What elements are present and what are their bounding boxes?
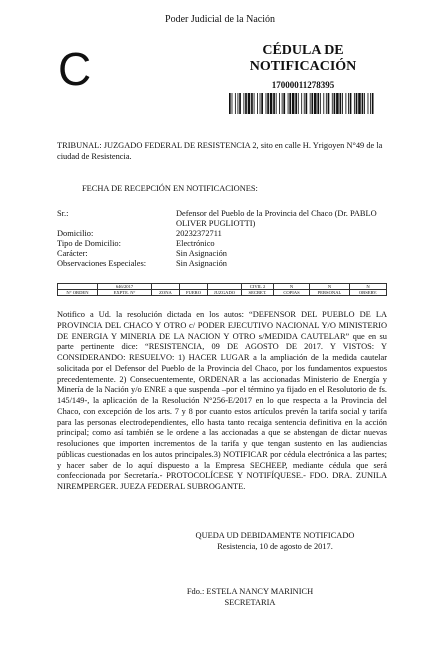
table-header: EXPTE. N°: [98, 290, 152, 296]
resolution-body-text: Notifico a Ud. la resolución dictada en los autos: “DEFENSOR DEL PUEBLO DE LA PROVINCIA DEL CHACO Y OTRO c/ PODER EJECUTIVO NACIONAL Y/O MINISTERIO DE ENERGIA Y MINERIA DE LA NACION Y OTRO s/MEDIDA CAUTELAR” que en su parte pertinente dice: “RESISTENCIA, 09 DE AGOSTO DE 2017. Y VISTOS: Y CONSIDERANDO: RESUELVO: 1) HACER LUGAR a la ampliación de la medida cautelar solicitada por el Defensor del Pueblo de la Provincia del Chaco, por los fundamentos expuestos precedentemente. 2) Consecuentemente, ORDENAR a las accionadas Ministerio de Energía y Minería de la Nación y/o ENRE a que suspenda –por el término ya fijado en el Resolutorio de fs. 145/149-, la aplicación de la Resolución N°256-E/2017 en lo que respecta a la Provincia del Chaco, con excepción de los arts. 7 y 8 por cuanto estos artículos prevén la tarifa social y tarifa para las personas electrodependientes, ello hasta tanto recaiga sentencia definitiva en la acción principal; como así también se le ordene a las accionadas a que se abstengan de dictar nuevas resoluciones que importen incrementos de la tarifa y que tengan sustento en las audiencias públicas cuestionadas en los autos principales.3) NOTIFICAR por cédula electrónica a las partes; y hacer saber de lo aquí dispuesto a la Empresa SECHEEP, mediante cédula que será confeccionada por Secretaría.- PROTOCOLÍCESE Y NOTIFÍQUESE.- FDO. DRA. ZUNILA NIREMPERGER. JUEZA FEDERAL SUBROGANTE.: [57, 310, 387, 491]
table-header: N° ORDEN: [58, 290, 98, 296]
table-header: SECRET.: [242, 290, 274, 296]
table-cell: N: [350, 284, 387, 290]
fecha-recepcion-label: FECHA DE RECEPCIÓN EN NOTIFICACIONES:: [82, 184, 258, 193]
tipo-domicilio-label: Tipo de Domicilio:: [57, 239, 121, 248]
table-header: ZONA: [152, 290, 180, 296]
domicilio-label: Domicilio:: [57, 229, 94, 238]
table-cell: N: [274, 284, 310, 290]
barcode: [229, 93, 376, 114]
table-header: PERSONAL: [310, 290, 350, 296]
coat-of-arms-seal: [212, 0, 228, 4]
tipo-domicilio-value: Electrónico: [176, 239, 215, 248]
table-cell: 646/2017: [98, 284, 152, 290]
cedula-number: 17000011278395: [271, 80, 335, 90]
tribunal-text: TRIBUNAL: JUZGADO FEDERAL DE RESISTENCIA 2, sito en calle H. Yrigoyen N°49 de la ciudad de Resistencia.: [57, 141, 383, 161]
title-line-1: CÉDULA DE: [262, 43, 344, 58]
domicilio-value: 20232372711: [176, 229, 222, 238]
notified-line: QUEDA UD DEBIDAMENTE NOTIFICADO: [195, 531, 355, 540]
table-header: FUERO: [180, 290, 208, 296]
document-title: [228, 43, 378, 75]
table-cell: N: [310, 284, 350, 290]
sr-value: Defensor del Pueblo de la Provincia del Chaco (Dr. PABLO OLIVER PUGLIOTTI): [176, 209, 377, 228]
caracter-value: Sin Asignación: [176, 249, 227, 258]
caracter-label: Carácter:: [57, 249, 88, 258]
document-letter: C: [58, 43, 92, 95]
table-cell: CIVIL 2: [242, 284, 274, 290]
table-header: COPIAS: [274, 290, 310, 296]
signature-block: [180, 587, 320, 609]
table-header-row: [58, 290, 387, 296]
place-date-line: Resistencia, 10 de agosto de 2017.: [217, 541, 333, 551]
title-line-2: NOTIFICACIÓN: [249, 59, 357, 74]
observaciones-label: Observaciones Especiales:: [57, 259, 147, 268]
signer-role: SECRETARIA: [224, 597, 276, 607]
observaciones-value: Sin Asignación: [176, 259, 227, 268]
table-header: JUZGADO: [208, 290, 242, 296]
table-header: OBSERV.: [350, 290, 387, 296]
sr-label: Sr.:: [57, 209, 69, 218]
case-info-table: [57, 283, 387, 296]
closing-notice: [175, 531, 375, 553]
organization-name: Poder Judicial de la Nación: [165, 14, 275, 25]
signer-name: Fdo.: ESTELA NANCY MARINICH: [186, 587, 314, 596]
